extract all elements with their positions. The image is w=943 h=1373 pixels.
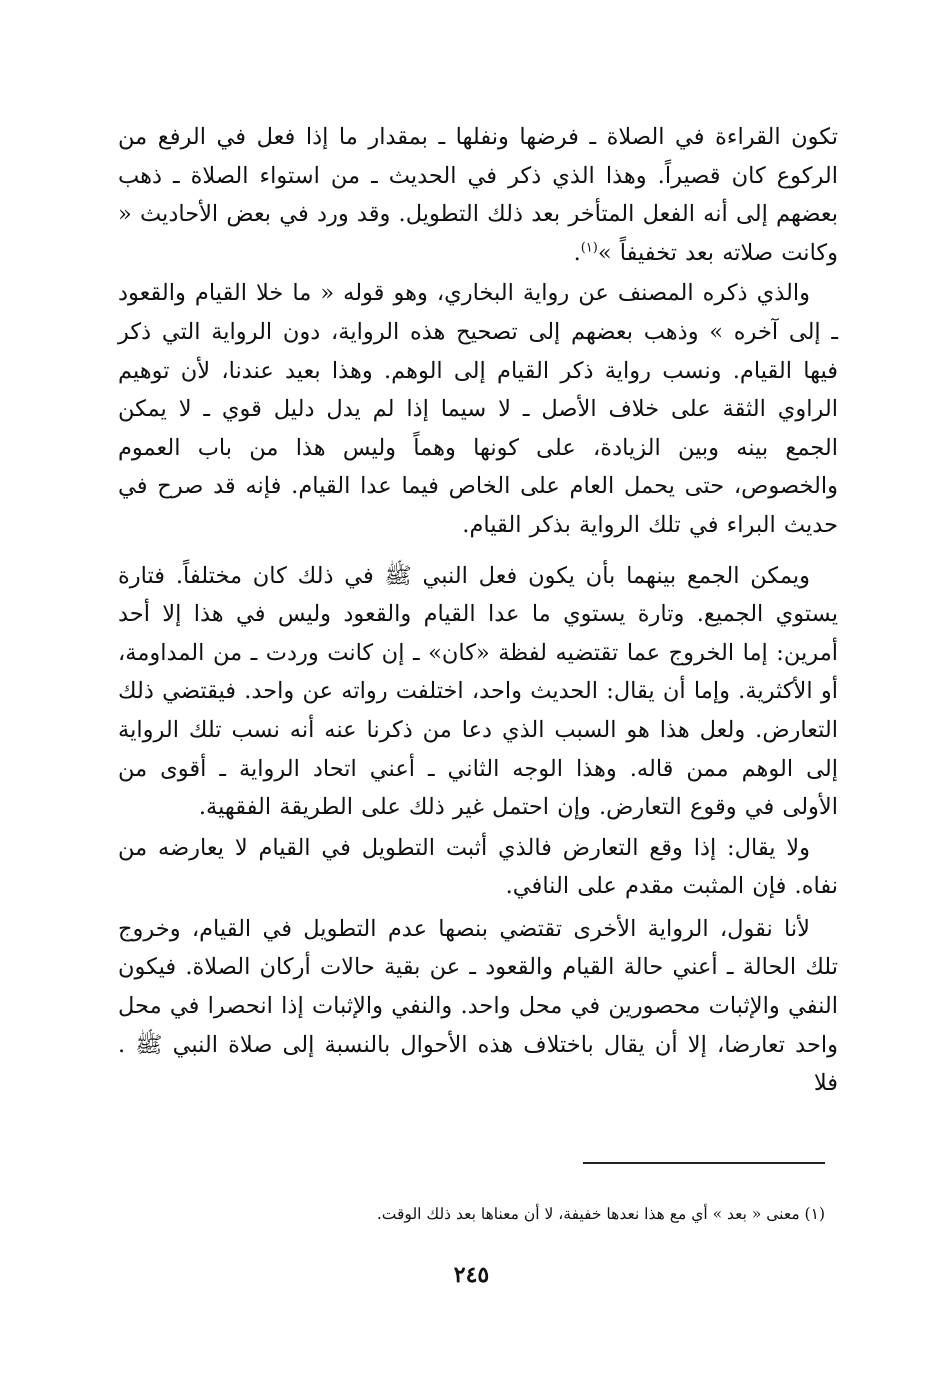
paragraph-4: ولا يقال: إذا وقع التعارض فالذي أثبت التطويل في القيام لا يعارضه من نفاه. فإن المثبت مقدم على النافي. bbox=[118, 834, 838, 900]
paragraph-1-end: . bbox=[573, 239, 581, 266]
paragraph-2: والذي ذكره المصنف عن رواية البخاري، وهو قوله « ما خلا القيام والقعود ـ إلى آخره » وذهب بعضهم إلى تصحيح هذه الرواية، دون الرواية التي ذكر فيها القيام. ونسب رواية ذكر القيام إلى الوهم. وهذا بعيد عندنا، لأن توهيم الراوي الثقة على خلاف الأصل ـ لا سيما إذا لم يدل دليل قوي ـ لا يمكن الجمع بينه وبين الزيادة، على كونها وهماً وليس هذا من باب العموم والخصوص، حتى يحمل العام على الخاص فيما عدا القيام. فإنه قد صرح في حديث البراء في تلك الرواية بذكر القيام. bbox=[118, 280, 838, 538]
page-number: ٢٤٥ bbox=[453, 1262, 490, 1288]
footnote-reference: (١) bbox=[580, 240, 598, 256]
page-body bbox=[118, 118, 838, 1103]
paragraph-5: لأنا نقول، الرواية الأخرى تقتضي بنصها عدم التطويل في القيام، وخروج تلك الحالة ـ أعني حالة القيام والقعود ـ عن بقية حالات أركان الصلاة. فيكون النفي والإثبات محصورين في محل واحد. والنفي والإثبات إذا انحصرا في محل واحد تعارضا، إلا أن يقال باختلاف هذه الأحوال بالنسبة إلى صلاة النبي ﷺ . فلا bbox=[118, 915, 838, 1097]
paragraph-3: ويمكن الجمع بينهما بأن يكون فعل النبي ﷺ في ذلك كان مختلفاً. فتارة يستوي الجميع. وتارة يستوي ما عدا القيام والقعود وليس في هذا إلا أحد أمرين: إما الخروج عما تقتضيه لفظة «كان» ـ إن كانت وردت ـ من المداومة، أو الأكثرية. وإما أن يقال: الحديث واحد، اختلفت رواته عن واحد. فيقتضي ذلك التعارض. ولعل هذا هو السبب الذي دعا من ذكرنا عنه أنه نسب تلك الرواية إلى الوهم ممن قاله. وهذا الوجه الثاني ـ أعني اتحاد الرواية ـ أقوى من الأولى في وقوع التعارض. وإن احتمل غير ذلك على الطريقة الفقهية. bbox=[118, 562, 838, 821]
footnote-text: (١) معنى « بعد » أي مع هذا نعدها خفيفة، لا أن معناها بعد ذلك الوقت. bbox=[376, 1205, 825, 1223]
footnote-divider bbox=[583, 1162, 825, 1164]
paragraph-1-text: تكون القراءة في الصلاة ـ فرضها ونفلها ـ بمقدار ما إذا فعل في الرفع من الركوع كان قصيراً. وهذا الذي ذكر في الحديث ـ من استواء الصلاة ـ ذهب بعضهم إلى أنه الفعل المتأخر بعد ذلك التطويل. وقد ورد في بعض الأحاديث « وكانت صلاته بعد تخفيفاً » bbox=[118, 124, 838, 266]
paragraph-1 bbox=[118, 118, 838, 272]
